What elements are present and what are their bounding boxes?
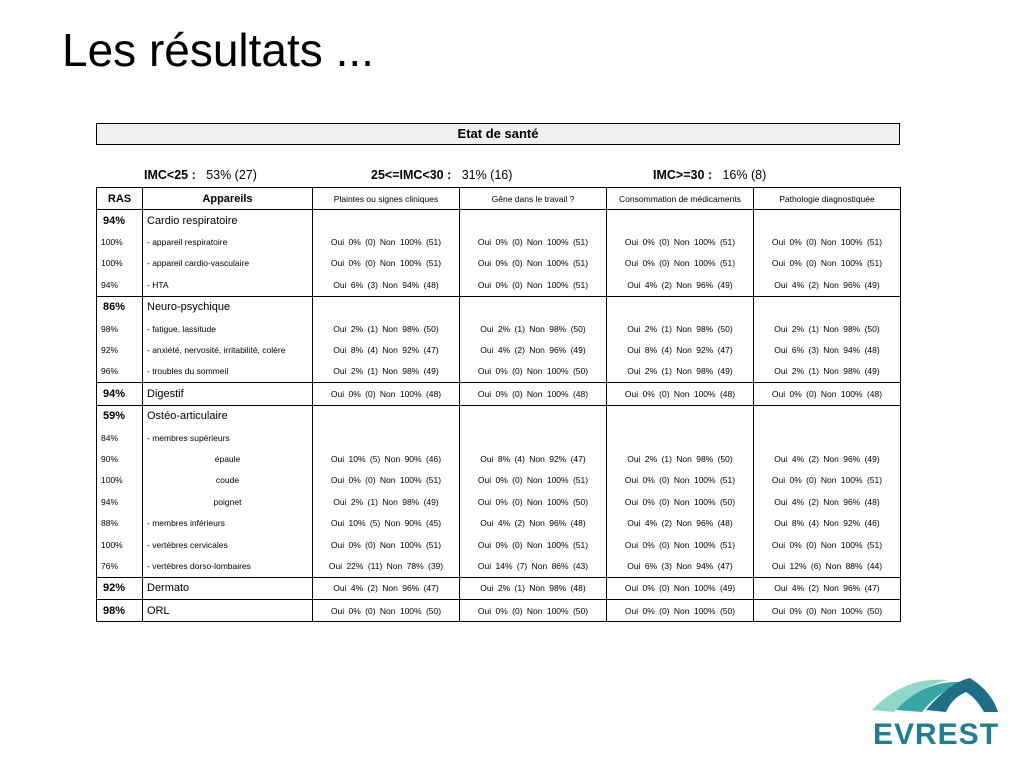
- appareil-cell: - HTA: [143, 274, 313, 296]
- consommation-cell: Oui 0% (0) Non 100% (51): [607, 253, 754, 274]
- table-row: [97, 555, 901, 577]
- header-gene: Gêne dans le travail ?: [460, 188, 607, 210]
- imc-value: 53% (27): [206, 168, 257, 182]
- pathologie-cell: [754, 427, 901, 448]
- gene-cell: Oui 4% (2) Non 96% (48): [460, 512, 607, 533]
- appareil-cell: - fatigue, lassitude: [143, 318, 313, 339]
- ras-cell: 100%: [97, 470, 143, 491]
- ras-cell: 94%: [97, 491, 143, 512]
- imc-label: IMC<25 :: [144, 168, 196, 182]
- consommation-cell: [607, 405, 754, 427]
- plaintes-cell: [313, 427, 460, 448]
- appareil-cell: - appareil cardio-vasculaire: [143, 253, 313, 274]
- table-title-banner: Etat de santé: [96, 123, 900, 145]
- imc-group-low: [144, 168, 257, 182]
- gene-cell: Oui 0% (0) Non 100% (50): [460, 361, 607, 383]
- plaintes-cell: Oui 22% (11) Non 78% (39): [313, 555, 460, 577]
- appareil-cell: Ostéo-articulaire: [143, 405, 313, 427]
- gene-cell: [460, 405, 607, 427]
- gene-cell: Oui 2% (1) Non 98% (48): [460, 577, 607, 599]
- plaintes-cell: Oui 0% (0) Non 100% (51): [313, 231, 460, 252]
- gene-cell: Oui 8% (4) Non 92% (47): [460, 448, 607, 469]
- ras-cell: 59%: [97, 405, 143, 427]
- plaintes-cell: Oui 10% (5) Non 90% (45): [313, 512, 460, 533]
- consommation-cell: Oui 2% (1) Non 98% (50): [607, 448, 754, 469]
- plaintes-cell: Oui 4% (2) Non 96% (47): [313, 577, 460, 599]
- imc-label: 25<=IMC<30 :: [371, 168, 452, 182]
- pathologie-cell: [754, 296, 901, 318]
- table-row: [97, 491, 901, 512]
- ras-cell: 98%: [97, 318, 143, 339]
- logo-text: EVREST: [872, 718, 1000, 749]
- appareil-cell: Dermato: [143, 577, 313, 599]
- imc-label: IMC>=30 :: [653, 168, 713, 182]
- gene-cell: Oui 0% (0) Non 100% (51): [460, 231, 607, 252]
- pathologie-cell: Oui 8% (4) Non 92% (46): [754, 512, 901, 533]
- consommation-cell: Oui 0% (0) Non 100% (49): [607, 577, 754, 599]
- plaintes-cell: Oui 0% (0) Non 100% (48): [313, 383, 460, 405]
- consommation-cell: Oui 6% (3) Non 94% (47): [607, 555, 754, 577]
- pathologie-cell: Oui 4% (2) Non 96% (48): [754, 491, 901, 512]
- table-row: [97, 339, 901, 360]
- table-row: [97, 470, 901, 491]
- plaintes-cell: Oui 10% (5) Non 90% (46): [313, 448, 460, 469]
- gene-cell: Oui 0% (0) Non 100% (51): [460, 253, 607, 274]
- pathologie-cell: Oui 12% (6) Non 88% (44): [754, 555, 901, 577]
- table-row: [97, 383, 901, 405]
- results-table: [96, 187, 901, 622]
- pathologie-cell: Oui 4% (2) Non 96% (49): [754, 448, 901, 469]
- pathologie-cell: [754, 405, 901, 427]
- consommation-cell: Oui 8% (4) Non 92% (47): [607, 339, 754, 360]
- ras-cell: 92%: [97, 339, 143, 360]
- consommation-cell: [607, 210, 754, 232]
- appareil-cell: Neuro-psychique: [143, 296, 313, 318]
- ras-cell: 76%: [97, 555, 143, 577]
- table-row: [97, 448, 901, 469]
- evrest-logo: [866, 674, 1006, 749]
- consommation-cell: Oui 0% (0) Non 100% (48): [607, 383, 754, 405]
- pathologie-cell: Oui 0% (0) Non 100% (51): [754, 253, 901, 274]
- pathologie-cell: Oui 6% (3) Non 94% (48): [754, 339, 901, 360]
- ras-cell: 94%: [97, 210, 143, 232]
- appareil-cell: - troubles du sommeil: [143, 361, 313, 383]
- table-row: [97, 274, 901, 296]
- ras-cell: 90%: [97, 448, 143, 469]
- consommation-cell: Oui 0% (0) Non 100% (50): [607, 491, 754, 512]
- consommation-cell: Oui 0% (0) Non 100% (51): [607, 534, 754, 555]
- plaintes-cell: Oui 6% (3) Non 94% (48): [313, 274, 460, 296]
- table-row: [97, 512, 901, 533]
- table-row: [97, 600, 901, 622]
- consommation-cell: Oui 0% (0) Non 100% (50): [607, 600, 754, 622]
- ras-cell: 84%: [97, 427, 143, 448]
- gene-cell: Oui 0% (0) Non 100% (50): [460, 491, 607, 512]
- pathologie-cell: Oui 0% (0) Non 100% (48): [754, 383, 901, 405]
- consommation-cell: [607, 427, 754, 448]
- table-row: [97, 577, 901, 599]
- plaintes-cell: Oui 0% (0) Non 100% (51): [313, 534, 460, 555]
- pathologie-cell: Oui 0% (0) Non 100% (51): [754, 231, 901, 252]
- ras-cell: 98%: [97, 600, 143, 622]
- gene-cell: Oui 0% (0) Non 100% (48): [460, 383, 607, 405]
- pathologie-cell: Oui 2% (1) Non 98% (49): [754, 361, 901, 383]
- imc-group-high: [653, 168, 766, 182]
- ras-cell: 94%: [97, 274, 143, 296]
- pathologie-cell: Oui 4% (2) Non 96% (47): [754, 577, 901, 599]
- appareil-cell: ORL: [143, 600, 313, 622]
- consommation-cell: Oui 4% (2) Non 96% (48): [607, 512, 754, 533]
- ras-cell: 100%: [97, 231, 143, 252]
- pathologie-cell: [754, 210, 901, 232]
- consommation-cell: Oui 2% (1) Non 98% (50): [607, 318, 754, 339]
- slide-title: Les résultats ...: [62, 24, 374, 76]
- ras-cell: 86%: [97, 296, 143, 318]
- pathologie-cell: Oui 4% (2) Non 96% (49): [754, 274, 901, 296]
- ras-cell: 88%: [97, 512, 143, 533]
- pathologie-cell: Oui 0% (0) Non 100% (51): [754, 470, 901, 491]
- plaintes-cell: [313, 405, 460, 427]
- header-pathologie: Pathologie diagnostiquée: [754, 188, 901, 210]
- plaintes-cell: Oui 8% (4) Non 92% (47): [313, 339, 460, 360]
- plaintes-cell: Oui 2% (1) Non 98% (50): [313, 318, 460, 339]
- imc-value: 31% (16): [461, 168, 513, 182]
- ras-cell: 100%: [97, 534, 143, 555]
- table-row: [97, 210, 901, 232]
- header-plaintes: Plaintes ou signes cliniques: [313, 188, 460, 210]
- appareil-cell: - appareil respiratoire: [143, 231, 313, 252]
- gene-cell: Oui 0% (0) Non 100% (50): [460, 600, 607, 622]
- appareil-cell: - membres supérieurs: [143, 427, 313, 448]
- table-row: [97, 318, 901, 339]
- header-appareils: Appareils: [143, 188, 313, 210]
- table-row: [97, 405, 901, 427]
- gene-cell: Oui 0% (0) Non 100% (51): [460, 274, 607, 296]
- gene-cell: Oui 2% (1) Non 98% (50): [460, 318, 607, 339]
- plaintes-cell: Oui 0% (0) Non 100% (51): [313, 253, 460, 274]
- plaintes-cell: Oui 2% (1) Non 98% (49): [313, 361, 460, 383]
- imc-group-mid: [371, 168, 512, 182]
- ras-cell: 92%: [97, 577, 143, 599]
- pathologie-cell: Oui 0% (0) Non 100% (51): [754, 534, 901, 555]
- pathologie-cell: Oui 0% (0) Non 100% (50): [754, 600, 901, 622]
- header-consommation: Consommation de médicaments: [607, 188, 754, 210]
- ras-cell: 94%: [97, 383, 143, 405]
- plaintes-cell: [313, 210, 460, 232]
- appareil-cell: Digestif: [143, 383, 313, 405]
- consommation-cell: Oui 4% (2) Non 96% (49): [607, 274, 754, 296]
- ras-cell: 96%: [97, 361, 143, 383]
- plaintes-cell: Oui 0% (0) Non 100% (50): [313, 600, 460, 622]
- gene-cell: Oui 0% (0) Non 100% (51): [460, 534, 607, 555]
- header-ras: RAS: [97, 188, 143, 210]
- appareil-cell: - vertèbres dorso-lombaires: [143, 555, 313, 577]
- table-row: [97, 231, 901, 252]
- imc-value: 16% (8): [722, 168, 767, 182]
- appareil-cell: coude: [143, 470, 313, 491]
- table-row: [97, 253, 901, 274]
- plaintes-cell: Oui 2% (1) Non 98% (49): [313, 491, 460, 512]
- consommation-cell: Oui 0% (0) Non 100% (51): [607, 470, 754, 491]
- consommation-cell: Oui 0% (0) Non 100% (51): [607, 231, 754, 252]
- gene-cell: Oui 4% (2) Non 96% (49): [460, 339, 607, 360]
- appareil-cell: - membres inférieurs: [143, 512, 313, 533]
- gene-cell: [460, 427, 607, 448]
- gene-cell: Oui 0% (0) Non 100% (51): [460, 470, 607, 491]
- plaintes-cell: [313, 296, 460, 318]
- appareil-cell: poignet: [143, 491, 313, 512]
- appareil-cell: - vertèbres cervicales: [143, 534, 313, 555]
- table-row: [97, 361, 901, 383]
- plaintes-cell: Oui 0% (0) Non 100% (51): [313, 470, 460, 491]
- table-row: [97, 296, 901, 318]
- gene-cell: [460, 296, 607, 318]
- appareil-cell: épaule: [143, 448, 313, 469]
- appareil-cell: Cardio respiratoire: [143, 210, 313, 232]
- ras-cell: 100%: [97, 253, 143, 274]
- appareil-cell: - anxiété, nervosité, irritabilité, colère: [143, 339, 313, 360]
- table-row: [97, 534, 901, 555]
- gene-cell: [460, 210, 607, 232]
- pathologie-cell: Oui 2% (1) Non 98% (50): [754, 318, 901, 339]
- table-row: [97, 427, 901, 448]
- header-row: [97, 188, 901, 210]
- consommation-cell: [607, 296, 754, 318]
- gene-cell: Oui 14% (7) Non 86% (43): [460, 555, 607, 577]
- consommation-cell: Oui 2% (1) Non 98% (49): [607, 361, 754, 383]
